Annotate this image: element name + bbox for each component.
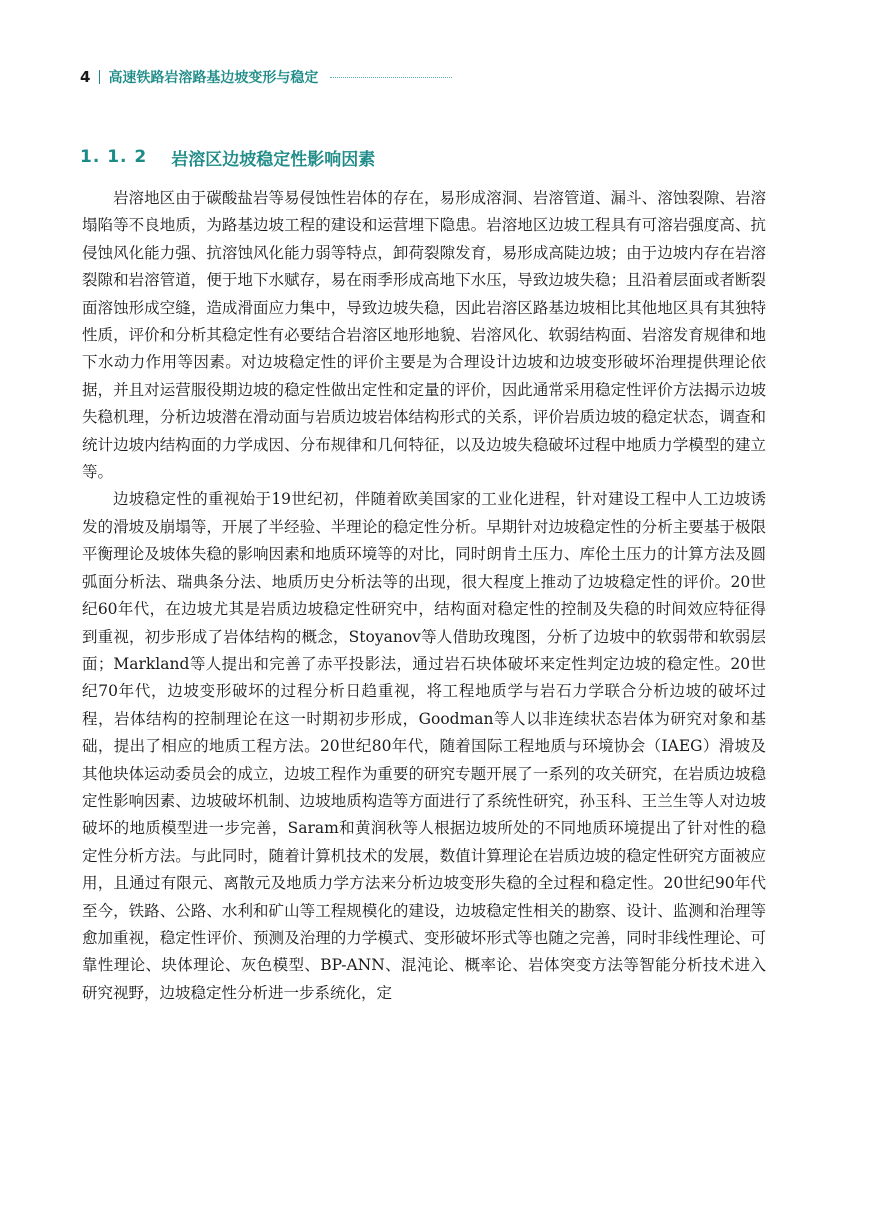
section-number: 1. 1. 2 <box>80 147 148 167</box>
body-text <box>82 185 766 1007</box>
paragraph: 岩溶地区由于碳酸盐岩等易侵蚀性岩体的存在，易形成溶洞、岩溶管道、漏斗、溶蚀裂隙、岩溶塌陷等不良地质，为路基边坡工程的建设和运营埋下隐患。岩溶地区边坡工程具有可溶岩强度高、抗侵蚀风化能力强、抗溶蚀风化能力弱等特点，卸荷裂隙发育，易形成高陡边坡；由于边坡内存在岩溶裂隙和岩溶管道，便于地下水赋存，易在雨季形成高地下水压，导致边坡失稳；且沿着层面或者断裂面溶蚀形成空缝，造成滑面应力集中，导致边坡失稳，因此岩溶区路基边坡相比其他地区具有其独特性质，评价和分析其稳定性有必要结合岩溶区地形地貌、岩溶风化、软弱结构面、岩溶发育规律和地下水动力作用等因素。对边坡稳定性的评价主要是为合理设计边坡和边坡变形破坏治理提供理论依据，并且对运营服役期边坡的稳定性做出定性和定量的评价，因此通常采用稳定性评价方法揭示边坡失稳机理，分析边坡潜在滑动面与岩质边坡岩体结构形式的关系，评价岩质边坡的稳定状态，调查和统计边坡内结构面的力学成因、分布规律和几何特征，以及边坡失稳破坏过程中地质力学模型的建立等。 <box>82 189 766 482</box>
running-title: 高速铁路岩溶路基边坡变形与稳定 <box>108 70 319 86</box>
header-dotted-rule <box>330 77 452 78</box>
paragraph: 边坡稳定性的重视始于19世纪初，伴随着欧美国家的工业化进程，针对建设工程中人工边坡诱发的滑坡及崩塌等，开展了半经验、半理论的稳定性分析。早期针对边坡稳定性的分析主要基于极限平衡理论及坡体失稳的影响因素和地质环境等的对比，同时朗肯土压力、库伦土压力的计算方法及圆弧面分析法、瑞典条分法、地质历史分析法等的出现，很大程度上推动了边坡稳定性的评价。20世纪60年代，在边坡尤其是岩质边坡稳定性研究中，结构面对稳定性的控制及失稳的时间效应特征得到重视，初步形成了岩体结构的概念，Stoyanov等人借助玫瑰图，分析了边坡中的软弱带和软弱层面；Markland等人提出和完善了赤平投影法，通过岩石块体破坏来定性判定边坡的稳定性。20世纪70年代，边坡变形破坏的过程分析日趋重视，将工程地质学与岩石力学联合分析边坡的破坏过程，岩体结构的控制理论在这一时期初步形成，Goodman等人以非连续状态岩体为研究对象和基础，提出了相应的地质工程方法。20世纪80年代，随着国际工程地质与环境协会（IAEG）滑坡及其他块体运动委员会的成立，边坡工程作为重要的研究专题开展了一系列的攻关研究，在岩质边坡稳定性影响因素、边坡破坏机制、边坡地质构造等方面进行了系统性研究，孙玉科、王兰生等人对边坡破坏的地质模型进一步完善，Saram和黄润秋等人根据边坡所处的不同地质环境提出了针对性的稳定性分析方法。与此同时，随着计算机技术的发展，数值计算理论在岩质边坡的稳定性研究方面被应用，且通过有限元、离散元及地质力学方法来分析边坡变形失稳的全过程和稳定性。20世纪90年代至今，铁路、公路、水利和矿山等工程规模化的建设，边坡稳定性相关的勘察、设计、监测和治理等愈加重视，稳定性评价、预测及治理的力学模式、变形破坏形式等也随之完善，同时非线性理论、可靠性理论、块体理论、灰色模型、BP-ANN、混沌论、概率论、岩体突变方法等智能分析技术进入研究视野，边坡稳定性分析进一步系统化，定 <box>82 490 766 1002</box>
section-heading <box>80 144 375 170</box>
page-number: 4 <box>80 68 91 86</box>
running-head <box>80 66 452 88</box>
header-separator <box>99 70 100 84</box>
section-title: 岩溶区边坡稳定性影响因素 <box>171 149 376 170</box>
